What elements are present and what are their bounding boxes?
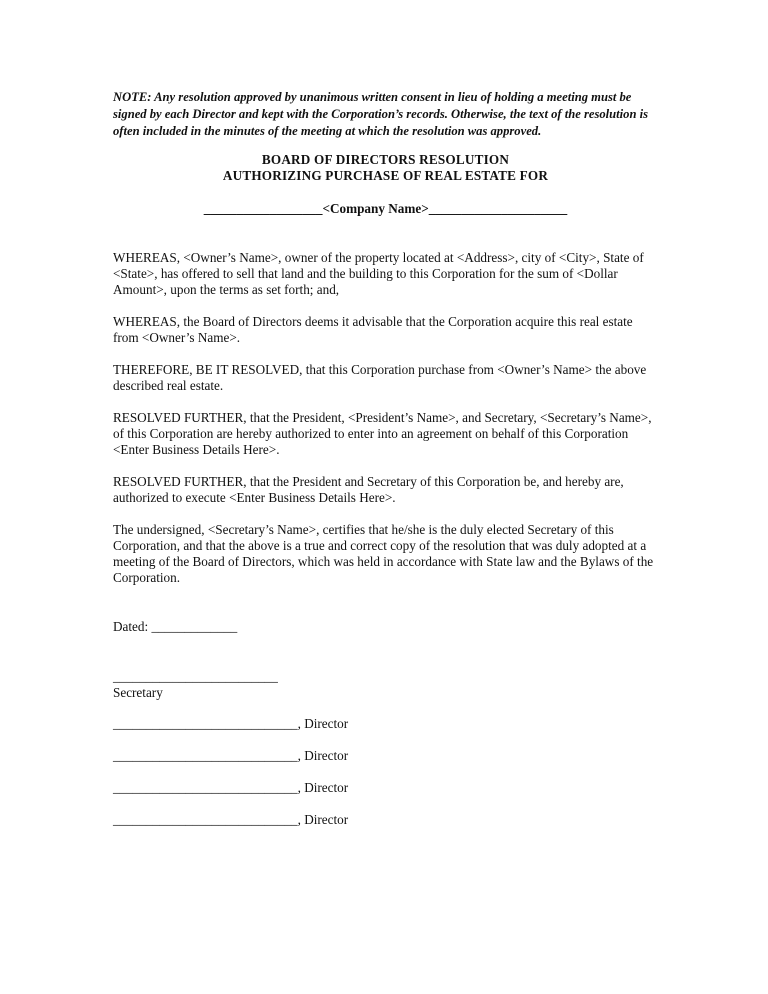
- director-signature-line: ____________________________, Director: [113, 716, 349, 731]
- director-signature-line: ____________________________, Director: [113, 780, 349, 795]
- secretary-label: Secretary: [113, 685, 163, 700]
- director-signature-line: ____________________________, Director: [113, 748, 349, 763]
- document-title: [113, 152, 658, 184]
- secretary-signature-line: _________________________: [113, 669, 278, 684]
- document-page: [113, 89, 658, 828]
- director-signature-line: ____________________________, Director: [113, 812, 349, 827]
- note-text: NOTE: Any resolution approved by unanimous written consent in lieu of holding a meeting must be signed by each Director and kept with the Corporation’s records. Otherwise, the text of the resolution is often included in the minutes of the meeting at which the resolution was approved.: [113, 90, 649, 138]
- dated-line: Dated: _____________: [113, 619, 238, 634]
- whereas-paragraph-2: WHEREAS, the Board of Directors deems it advisable that the Corporation acquire this real estate from <Owner’s Name>.: [113, 314, 633, 345]
- therefore-paragraph: THEREFORE, BE IT RESOLVED, that this Corporation purchase from <Owner’s Name> the above described real estate.: [113, 362, 647, 393]
- title-line-1: BOARD OF DIRECTORS RESOLUTION: [261, 152, 510, 167]
- undersigned-paragraph: The undersigned, <Secretary’s Name>, certifies that he/she is the duly elected Secretary of this Corporation, and that the above is a true and correct copy of the resolution that was duly adopted at a meeting of the Board of Directors, which was held in accordance with State law and the Bylaws of the Corporation.: [113, 522, 654, 585]
- company-name-line: __________________<Company Name>_____________________: [203, 201, 568, 216]
- whereas-paragraph-1: WHEREAS, <Owner’s Name>, owner of the property located at <Address>, city of <City>, State of <State>, has offered to sell that land and the building to this Corporation for the sum of <Dollar Amount>, upon the terms as set forth; and,: [113, 250, 644, 297]
- resolved-further-paragraph-2: RESOLVED FURTHER, that the President and Secretary of this Corporation be, and hereby are, authorized to execute <Enter Business Details Here>.: [113, 474, 624, 505]
- title-line-2: AUTHORIZING PURCHASE OF REAL ESTATE FOR: [222, 168, 549, 183]
- resolved-further-paragraph-1: RESOLVED FURTHER, that the President, <President’s Name>, and Secretary, <Secretary’s Name>, of this Corporation are hereby authorized to enter into an agreement on behalf of this Corporation <Enter Business Details Here>.: [113, 410, 652, 457]
